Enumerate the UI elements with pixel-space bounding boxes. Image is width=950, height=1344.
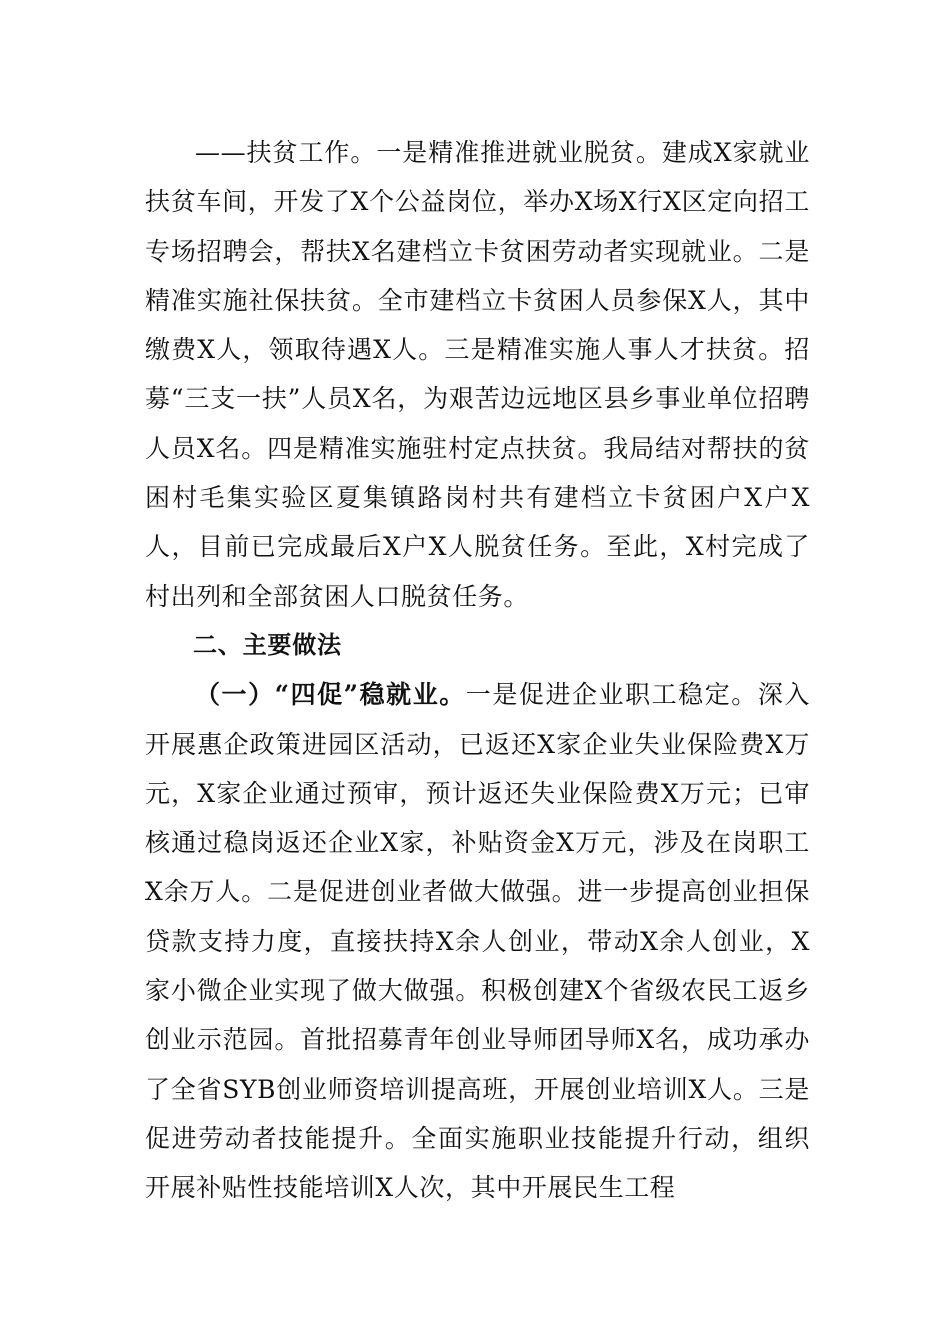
document-body bbox=[145, 128, 810, 1213]
section-heading: 二、主要做法 bbox=[193, 630, 342, 659]
paragraph-lead-title: （一）“四促”稳就业。 bbox=[195, 680, 466, 710]
paragraph-body-text: 一是促进企业职工稳定。深入开展惠企政策进园区活动，已返还X家企业失业保险费X万元，X家企业通过预审，预计返还失业保险费X万元；已审核通过稳岗返还企业X家，补贴资金X万元，涉及在岗职工X余万人。二是促进创业者做大做强。进一步提高创业担保贷款支持力度，直接扶持X余人创业，带动X余人创业，X家小微企业实现了做大做强。积极创建X个省级农民工返乡创业示范园。首批招募青年创业导师团导师X名，成功承办了全省SYB创业师资培训提高班，开展创业培训X人。三是促进劳动者技能提升。全面实施职业技能提升行动，组织开展补贴性技能培训X人次，其中开展民生工程 bbox=[145, 680, 810, 1203]
paragraph-employment bbox=[145, 670, 810, 1212]
paragraph-poverty-alleviation: ——扶贫工作。一是精准推进就业脱贫。建成X家就业扶贫车间，开发了X个公益岗位，举办X场X行X区定向招工专场招聘会，帮扶X名建档立卡贫困劳动者实现就业。二是精准实施社保扶贫。全市建档立卡贫困人员参保X人，其中缴费X人，领取待遇X人。三是精准实施人事人才扶贫。招募“三支一扶”人员X名，为艰苦边远地区县乡事业单位招聘人员X名。四是精准实施驻村定点扶贫。我局结对帮扶的贫困村毛集实验区夏集镇路岗村共有建档立卡贫困户X户X人，目前已完成最后X户X人脱贫任务。至此，X村完成了村出列和全部贫困人口脱贫任务。 bbox=[145, 138, 810, 611]
